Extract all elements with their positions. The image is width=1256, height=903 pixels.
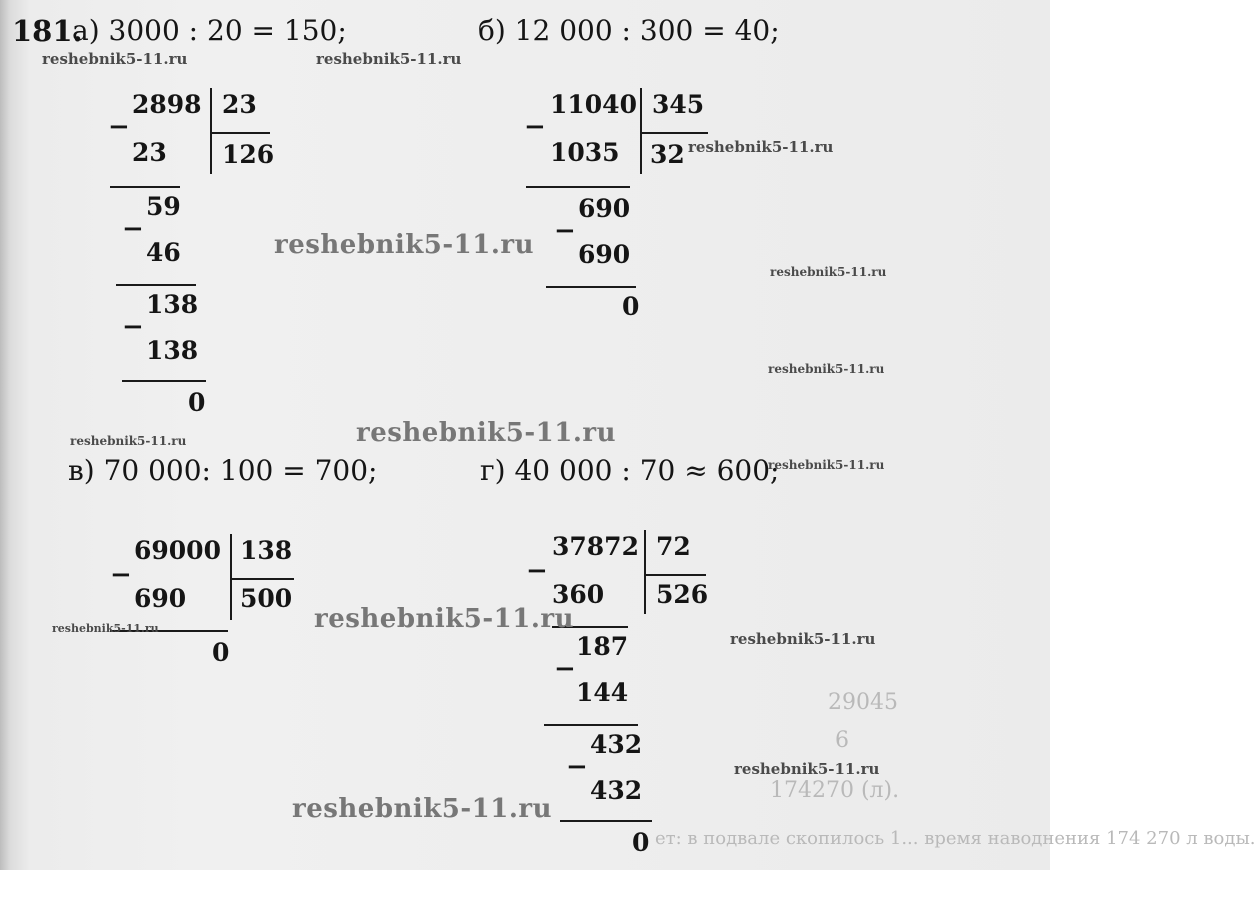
minus-sign: − bbox=[108, 112, 130, 142]
division-bar bbox=[640, 88, 642, 174]
minus-sign: − bbox=[526, 556, 548, 586]
first-subtrahend: 23 bbox=[132, 138, 167, 167]
step-line bbox=[544, 724, 638, 726]
heading-v: в) 70 000: 100 = 700; bbox=[68, 454, 378, 487]
remainder: 0 bbox=[188, 388, 206, 417]
ghost-text: 29045 bbox=[828, 690, 898, 715]
watermark: reshebnik5-11.ru bbox=[274, 230, 535, 260]
dividend: 69000 bbox=[134, 536, 221, 565]
divisor: 72 bbox=[656, 532, 691, 561]
division-bar bbox=[644, 530, 646, 614]
remainder: 0 bbox=[212, 638, 230, 667]
step-line bbox=[560, 820, 652, 822]
quotient: 500 bbox=[240, 584, 293, 613]
step-line bbox=[110, 186, 180, 188]
minus-sign: − bbox=[122, 312, 144, 342]
dividend: 11040 bbox=[550, 90, 637, 119]
watermark: reshebnik5-11.ru bbox=[356, 418, 617, 448]
division-bar bbox=[210, 88, 212, 174]
remainder: 0 bbox=[622, 292, 640, 321]
heading-g: г) 40 000 : 70 ≈ 600; bbox=[480, 454, 780, 487]
first-subtrahend: 360 bbox=[552, 580, 605, 609]
step-value: 690 bbox=[578, 194, 631, 223]
quotient: 126 bbox=[222, 140, 275, 169]
step-line bbox=[526, 186, 630, 188]
step-value: 432 bbox=[590, 776, 643, 805]
minus-sign: − bbox=[524, 112, 546, 142]
minus-sign: − bbox=[566, 752, 588, 782]
minus-sign: − bbox=[554, 654, 576, 684]
watermark: reshebnik5-11.ru bbox=[42, 50, 188, 68]
watermark: reshebnik5-11.ru bbox=[314, 604, 575, 634]
remainder: 0 bbox=[632, 828, 650, 857]
minus-sign: − bbox=[110, 560, 132, 590]
divisor: 23 bbox=[222, 90, 257, 119]
quotient: 32 bbox=[650, 140, 685, 169]
watermark: reshebnik5-11.ru bbox=[768, 362, 885, 376]
problem-number: 181. bbox=[12, 14, 83, 48]
watermark: reshebnik5-11.ru bbox=[734, 760, 880, 778]
dividend: 2898 bbox=[132, 90, 202, 119]
watermark: reshebnik5-11.ru bbox=[730, 630, 876, 648]
quotient: 526 bbox=[656, 580, 709, 609]
watermark: reshebnik5-11.ru bbox=[70, 434, 187, 448]
dividend: 37872 bbox=[552, 532, 639, 561]
step-value: 46 bbox=[146, 238, 181, 267]
minus-sign: − bbox=[122, 214, 144, 244]
divisor-underline bbox=[212, 132, 270, 134]
step-line bbox=[546, 286, 636, 288]
step-line bbox=[122, 380, 206, 382]
step-value: 690 bbox=[578, 240, 631, 269]
ghost-text: 174270 (л). bbox=[770, 778, 900, 803]
divisor-underline bbox=[642, 132, 708, 134]
minus-sign: − bbox=[554, 216, 576, 246]
step-value: 144 bbox=[576, 678, 629, 707]
step-line bbox=[116, 284, 196, 286]
watermark: reshebnik5-11.ru bbox=[52, 622, 159, 635]
first-subtrahend: 1035 bbox=[550, 138, 620, 167]
ghost-text: ет: в подвале скопилось 1... время наводнения 174 270 л воды. bbox=[655, 828, 1256, 849]
watermark: reshebnik5-11.ru bbox=[770, 265, 887, 279]
step-value: 432 bbox=[590, 730, 643, 759]
watermark: reshebnik5-11.ru bbox=[292, 794, 553, 824]
watermark: reshebnik5-11.ru bbox=[688, 138, 834, 156]
divisor-underline bbox=[646, 574, 706, 576]
step-value: 59 bbox=[146, 192, 181, 221]
heading-a: а) 3000 : 20 = 150; bbox=[72, 14, 347, 47]
divisor: 345 bbox=[652, 90, 705, 119]
division-bar bbox=[230, 534, 232, 620]
divisor: 138 bbox=[240, 536, 293, 565]
step-value: 187 bbox=[576, 632, 629, 661]
step-value: 138 bbox=[146, 336, 199, 365]
watermark: reshebnik5-11.ru bbox=[316, 50, 462, 68]
divisor-underline bbox=[232, 578, 294, 580]
first-subtrahend: 690 bbox=[134, 584, 187, 613]
watermark: reshebnik5-11.ru bbox=[768, 458, 885, 472]
ghost-text: 6 bbox=[835, 728, 849, 753]
step-value: 138 bbox=[146, 290, 199, 319]
heading-b: б) 12 000 : 300 = 40; bbox=[478, 14, 780, 47]
